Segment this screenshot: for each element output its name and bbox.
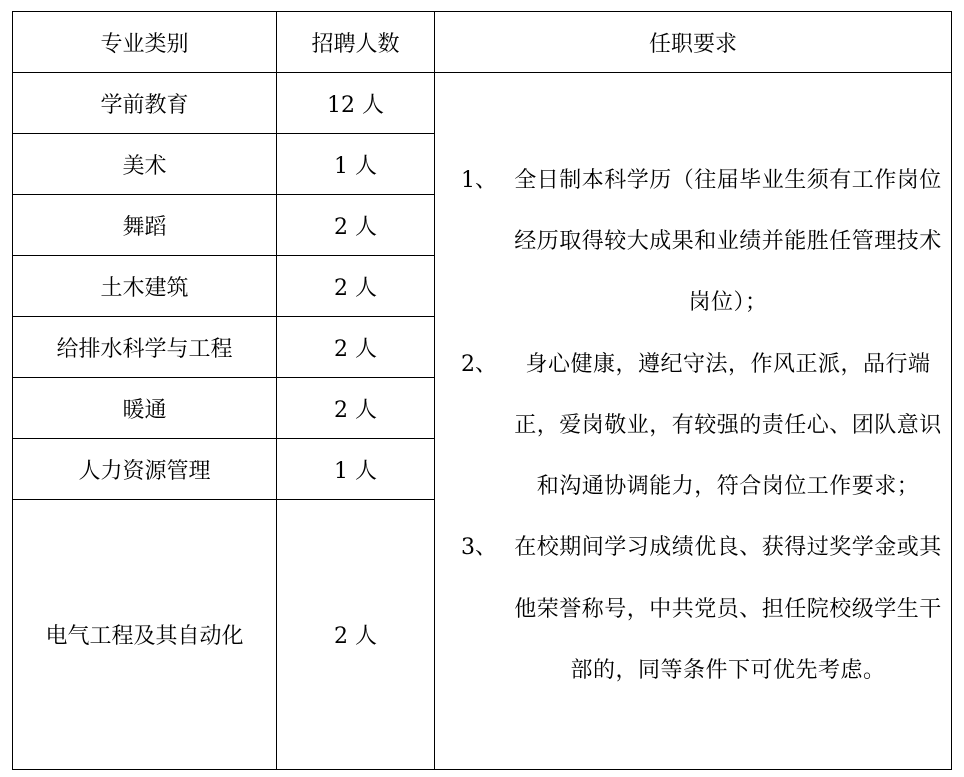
requirement-number: 1、 <box>461 167 497 193</box>
major-cell: 土木建筑 <box>13 256 277 317</box>
requirement-number: 3、 <box>461 535 497 561</box>
requirements-cell <box>435 73 952 770</box>
count-cell: 2 人 <box>277 378 435 439</box>
major-cell: 人力资源管理 <box>13 439 277 500</box>
header-major: 专业类别 <box>13 12 277 73</box>
count-cell: 1 人 <box>277 134 435 195</box>
recruitment-table <box>12 11 952 770</box>
count-cell: 2 人 <box>277 500 435 770</box>
major-cell: 美术 <box>13 134 277 195</box>
count-cell: 2 人 <box>277 256 435 317</box>
requirement-number: 2、 <box>461 351 497 377</box>
major-cell: 电气工程及其自动化 <box>13 500 277 770</box>
requirement-text: 在校期间学习成绩优良、获得过奖学金或其他荣誉称号，中共党员、担任院校级学生干部的，同等条件下可优先考虑。 <box>514 535 942 684</box>
count-cell: 2 人 <box>277 195 435 256</box>
requirement-item <box>445 150 943 334</box>
header-requirements: 任职要求 <box>435 12 952 73</box>
requirement-text: 全日制本科学历（往届毕业生须有工作岗位经历取得较大成果和业绩并能胜任管理技术岗位）； <box>514 167 942 316</box>
table-header-row <box>13 12 952 73</box>
count-cell: 12 人 <box>277 73 435 134</box>
major-cell: 暖通 <box>13 378 277 439</box>
requirements-list <box>435 141 951 702</box>
major-cell: 给排水科学与工程 <box>13 317 277 378</box>
major-cell: 舞蹈 <box>13 195 277 256</box>
requirement-item <box>445 517 943 701</box>
requirement-text: 身心健康，遵纪守法，作风正派，品行端正，爱岗敬业，有较强的责任心、团队意识和沟通协调能力，符合岗位工作要求； <box>514 351 942 500</box>
header-count: 招聘人数 <box>277 12 435 73</box>
requirement-item <box>445 334 943 518</box>
table-row <box>13 73 952 134</box>
count-cell: 1 人 <box>277 439 435 500</box>
count-cell: 2 人 <box>277 317 435 378</box>
major-cell: 学前教育 <box>13 73 277 134</box>
